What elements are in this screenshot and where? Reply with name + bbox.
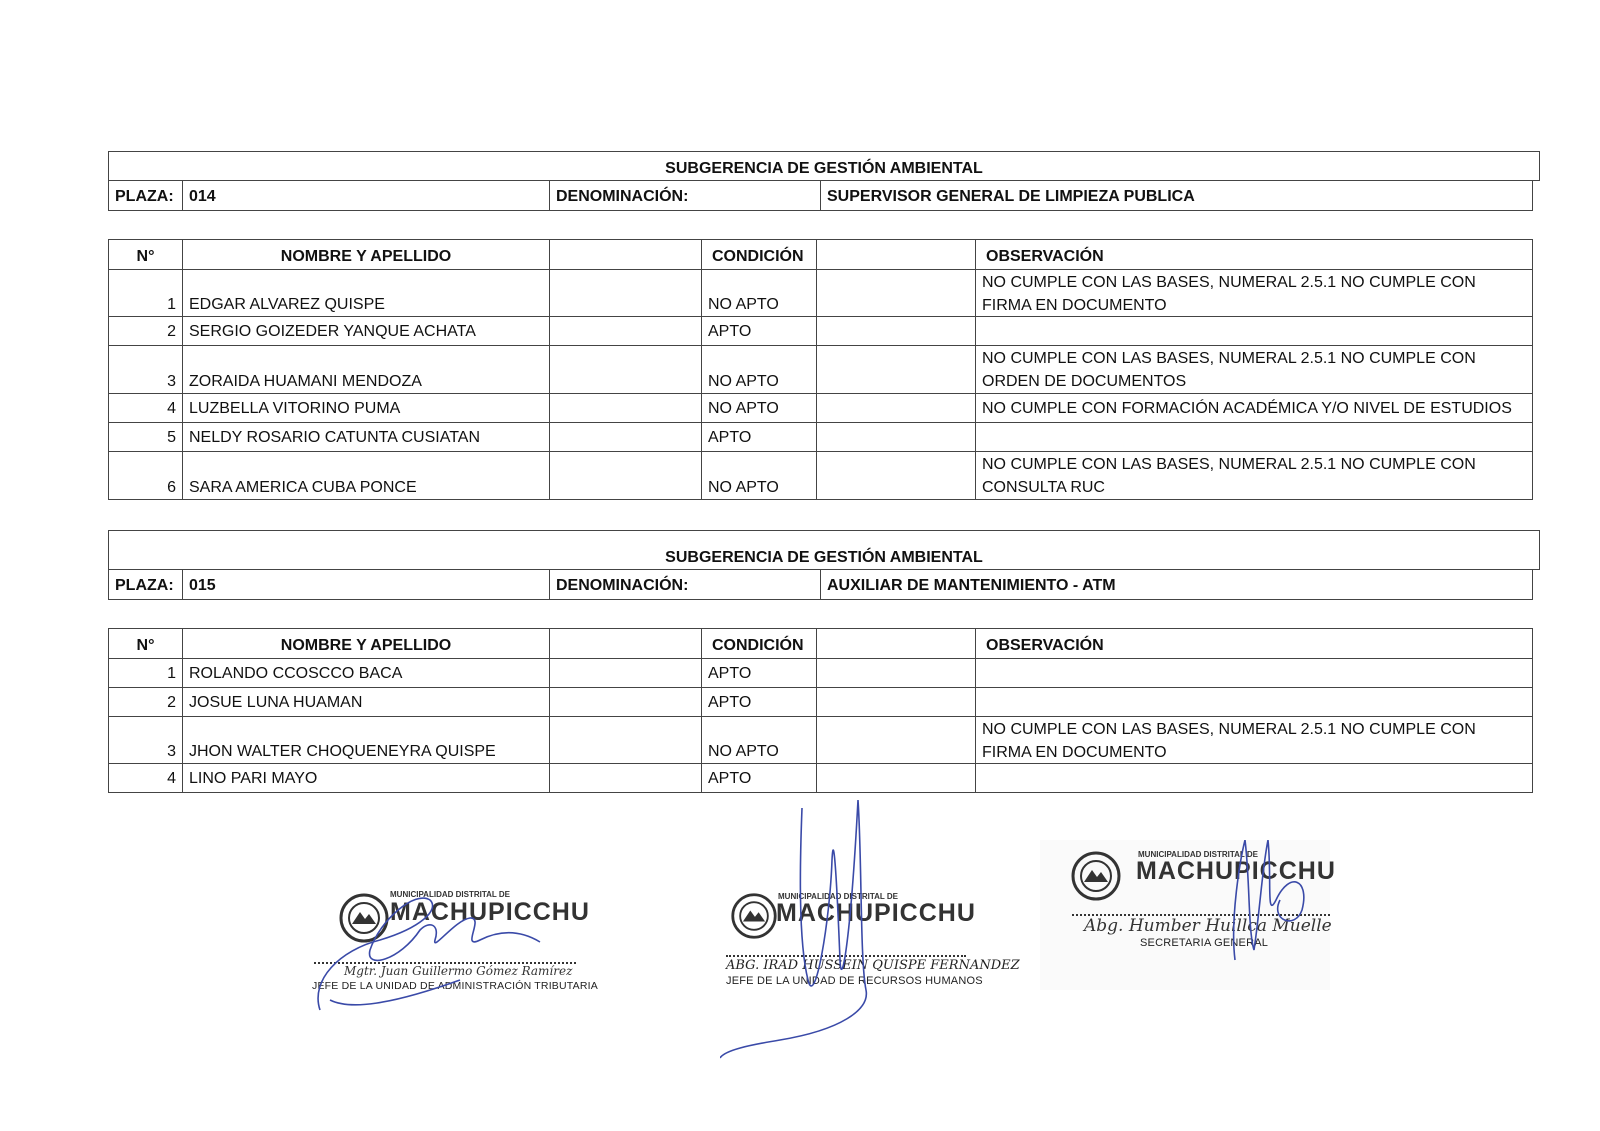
row-empty bbox=[816, 451, 976, 500]
obs-line: FIRMA EN DOCUMENTO bbox=[982, 297, 1167, 314]
obs-line: NO CUMPLE CON LAS BASES, NUMERAL 2.5.1 NO CUMPLE CON bbox=[982, 350, 1476, 367]
row-observation bbox=[975, 763, 1533, 793]
signatory-name: ABG. IRAD HUSSEIN QUISPE FERNANDEZ bbox=[726, 958, 1020, 973]
plaza-label: PLAZA: bbox=[108, 180, 183, 211]
row-observation bbox=[975, 422, 1533, 452]
row-name: ZORAIDA HUAMANI MENDOZA bbox=[182, 345, 550, 394]
row-empty bbox=[816, 393, 976, 423]
col-header-num: N° bbox=[108, 239, 183, 270]
col-header-empty bbox=[816, 239, 976, 270]
row-condition: NO APTO bbox=[701, 393, 817, 423]
row-empty bbox=[816, 422, 976, 452]
row-empty bbox=[816, 687, 976, 717]
row-number: 6 bbox=[108, 451, 183, 500]
row-observation bbox=[975, 451, 1533, 500]
row-empty bbox=[549, 763, 702, 793]
signatory-role: JEFE DE LA UNIDAD DE RECURSOS HUMANOS bbox=[726, 975, 983, 987]
row-observation bbox=[975, 316, 1533, 346]
col-header-obs: OBSERVACIÓN bbox=[975, 239, 1533, 270]
section-header: SUBGERENCIA DE GESTIÓN AMBIENTAL bbox=[108, 151, 1540, 181]
row-condition: APTO bbox=[701, 687, 817, 717]
row-condition: NO APTO bbox=[701, 451, 817, 500]
row-condition: NO APTO bbox=[701, 345, 817, 394]
row-number: 2 bbox=[108, 316, 183, 346]
row-number: 4 bbox=[108, 393, 183, 423]
row-empty bbox=[549, 422, 702, 452]
denominacion-label: DENOMINACIÓN: bbox=[549, 180, 821, 211]
row-name: LUZBELLA VITORINO PUMA bbox=[182, 393, 550, 423]
signature-block-tributaria bbox=[310, 880, 598, 1020]
row-empty bbox=[549, 269, 702, 317]
signatory-role: JEFE DE LA UNIDAD DE ADMINISTRACIÓN TRIBUTARIA bbox=[312, 980, 598, 992]
seal-top-text: MUNICIPALIDAD DISTRITAL DE bbox=[1138, 850, 1258, 859]
row-condition: APTO bbox=[701, 763, 817, 793]
row-empty bbox=[549, 716, 702, 764]
col-header-cond: CONDICIÓN bbox=[701, 628, 817, 659]
signatory-role: SECRETARIA GENERAL bbox=[1140, 937, 1269, 949]
plaza-value: 015 bbox=[182, 569, 550, 600]
handwritten-signature bbox=[720, 800, 990, 1060]
obs-line: NO CUMPLE CON LAS BASES, NUMERAL 2.5.1 NO CUMPLE CON bbox=[982, 456, 1476, 473]
row-observation bbox=[975, 687, 1533, 717]
seal-name-text: MACHUPICCHU bbox=[1136, 857, 1336, 885]
obs-line: CONSULTA RUC bbox=[982, 479, 1105, 496]
handwritten-signature bbox=[1040, 840, 1340, 990]
denominacion-value: AUXILIAR DE MANTENIMIENTO - ATM bbox=[820, 569, 1533, 600]
obs-line: NO CUMPLE CON LAS BASES, NUMERAL 2.5.1 NO CUMPLE CON bbox=[982, 274, 1476, 291]
row-empty bbox=[816, 345, 976, 394]
row-number: 3 bbox=[108, 716, 183, 764]
col-header-empty bbox=[549, 239, 702, 270]
col-header-name: NOMBRE Y APELLIDO bbox=[182, 628, 550, 659]
obs-line: FIRMA EN DOCUMENTO bbox=[982, 744, 1167, 761]
row-empty bbox=[816, 716, 976, 764]
col-header-empty bbox=[816, 628, 976, 659]
signature-block-rrhh bbox=[720, 800, 1020, 1060]
row-number: 1 bbox=[108, 269, 183, 317]
row-empty bbox=[816, 269, 976, 317]
seal-top-text: MUNICIPALIDAD DISTRITAL DE bbox=[778, 892, 898, 901]
row-observation: NO CUMPLE CON FORMACIÓN ACADÉMICA Y/O NIVEL DE ESTUDIOS bbox=[975, 393, 1533, 423]
row-name: JHON WALTER CHOQUENEYRA QUISPE bbox=[182, 716, 550, 764]
obs-line: ORDEN DE DOCUMENTOS bbox=[982, 373, 1187, 390]
row-empty bbox=[549, 451, 702, 500]
row-number: 2 bbox=[108, 687, 183, 717]
col-header-obs: OBSERVACIÓN bbox=[975, 628, 1533, 659]
row-name: SERGIO GOIZEDER YANQUE ACHATA bbox=[182, 316, 550, 346]
row-empty bbox=[816, 763, 976, 793]
row-empty bbox=[549, 658, 702, 688]
row-name: JOSUE LUNA HUAMAN bbox=[182, 687, 550, 717]
signature-block-secretaria bbox=[1040, 840, 1340, 990]
row-condition: APTO bbox=[701, 658, 817, 688]
row-name: EDGAR ALVAREZ QUISPE bbox=[182, 269, 550, 317]
obs-line: NO CUMPLE CON LAS BASES, NUMERAL 2.5.1 NO CUMPLE CON bbox=[982, 721, 1476, 738]
row-number: 4 bbox=[108, 763, 183, 793]
row-empty bbox=[816, 316, 976, 346]
row-number: 3 bbox=[108, 345, 183, 394]
denominacion-value: SUPERVISOR GENERAL DE LIMPIEZA PUBLICA bbox=[820, 180, 1533, 211]
col-header-cond: CONDICIÓN bbox=[701, 239, 817, 270]
plaza-label: PLAZA: bbox=[108, 569, 183, 600]
row-condition: NO APTO bbox=[701, 269, 817, 317]
row-empty bbox=[549, 316, 702, 346]
row-condition: NO APTO bbox=[701, 716, 817, 764]
handwritten-signature bbox=[310, 880, 590, 1020]
signatory-name: Abg. Humber Huillca Muelle bbox=[1084, 916, 1332, 936]
seal-name-text: MACHUPICCHU bbox=[776, 899, 976, 927]
row-observation bbox=[975, 658, 1533, 688]
row-observation bbox=[975, 269, 1533, 317]
row-observation bbox=[975, 345, 1533, 394]
row-name: LINO PARI MAYO bbox=[182, 763, 550, 793]
row-empty bbox=[549, 393, 702, 423]
row-number: 1 bbox=[108, 658, 183, 688]
row-empty bbox=[816, 658, 976, 688]
seal-name-text: MACHUPICCHU bbox=[390, 898, 590, 926]
row-name: ROLANDO CCOSCCO BACA bbox=[182, 658, 550, 688]
row-number: 5 bbox=[108, 422, 183, 452]
row-name: NELDY ROSARIO CATUNTA CUSIATAN bbox=[182, 422, 550, 452]
plaza-value: 014 bbox=[182, 180, 550, 211]
col-header-name: NOMBRE Y APELLIDO bbox=[182, 239, 550, 270]
row-empty bbox=[549, 345, 702, 394]
row-observation bbox=[975, 716, 1533, 764]
row-condition: APTO bbox=[701, 316, 817, 346]
signatory-name: Mgtr. Juan Guillermo Gómez Ramírez bbox=[344, 964, 573, 978]
row-empty bbox=[549, 687, 702, 717]
section-header: SUBGERENCIA DE GESTIÓN AMBIENTAL bbox=[108, 530, 1540, 570]
col-header-empty bbox=[549, 628, 702, 659]
seal-top-text: MUNICIPALIDAD DISTRITAL DE bbox=[390, 890, 510, 899]
row-condition: APTO bbox=[701, 422, 817, 452]
col-header-num: N° bbox=[108, 628, 183, 659]
row-name: SARA AMERICA CUBA PONCE bbox=[182, 451, 550, 500]
denominacion-label: DENOMINACIÓN: bbox=[549, 569, 821, 600]
